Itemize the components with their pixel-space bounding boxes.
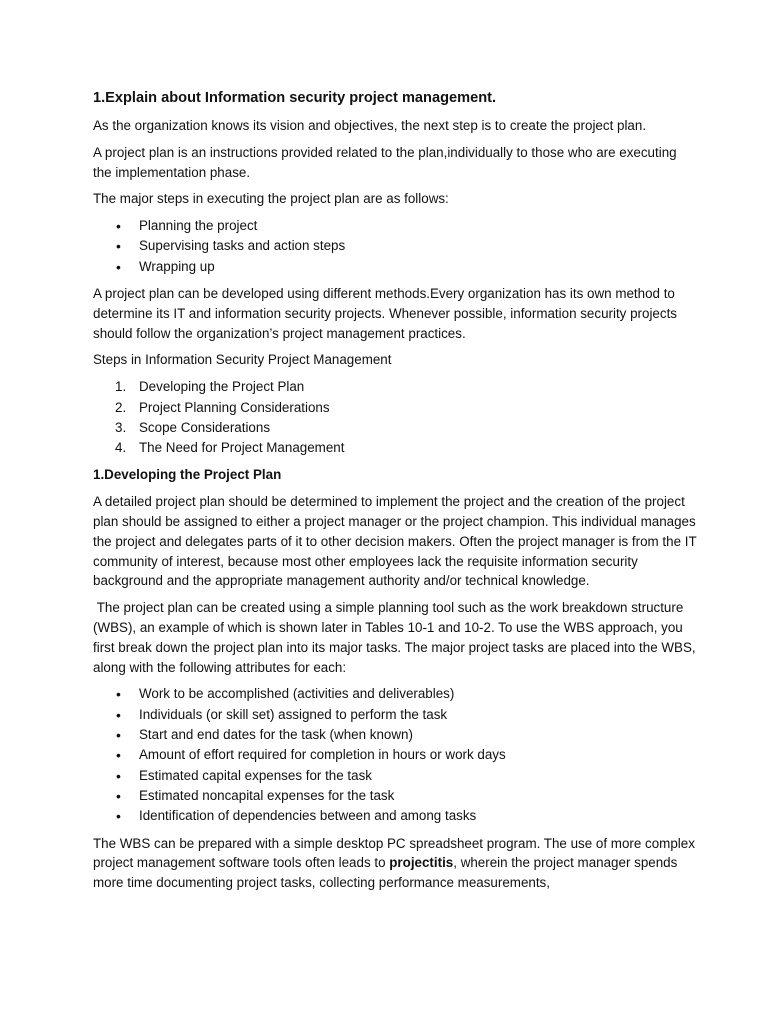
list-item: • Estimated capital expenses for the task — [93, 766, 698, 786]
document-page — [93, 88, 698, 900]
list-item: • Work to be accomplished (activities and deliverables) — [93, 684, 698, 704]
intro-paragraph-3: The major steps in executing the project plan are as follows: — [93, 191, 449, 207]
steps-list — [93, 377, 698, 458]
bullet-icon: • — [116, 238, 121, 255]
bullet-icon: • — [116, 787, 121, 804]
list-item: 3. Scope Considerations — [115, 419, 271, 435]
steps-title: Steps in Information Security Project Management — [93, 352, 392, 368]
list-item: • Start and end dates for the task (when known) — [93, 725, 698, 745]
list-item: • Identification of dependencies between and among tasks — [93, 806, 698, 826]
bullet-icon: • — [116, 258, 121, 275]
list-item: • Wrapping up — [93, 257, 698, 277]
list-item: • Individuals (or skill set) assigned to perform the task — [93, 705, 698, 725]
projectitis-term: projectitis — [389, 855, 454, 871]
list-item: 4. The Need for Project Management — [115, 440, 345, 456]
methods-paragraph: A project plan can be developed using different methods.Every organization has its own method to determine its IT and information security projects. Whenever possible, information security projects should follow the organization’s project management practices. — [93, 286, 677, 341]
page-title: 1.Explain about Information security project management. — [93, 90, 497, 106]
list-item: • Amount of effort required for completion in hours or work days — [93, 745, 698, 765]
major-steps-list — [93, 216, 698, 277]
intro-paragraph-1: As the organization knows its vision and objectives, the next step is to create the project plan. — [93, 118, 647, 133]
wbs-attributes-list — [93, 684, 698, 826]
bullet-icon: • — [116, 727, 121, 744]
final-paragraph: The WBS can be prepared with a simple desktop PC spreadsheet program. The use of more complex project management software tools often leads to projectitis, wherein the project manager spends more time documenting project tasks, collecting performance measurements, — [93, 835, 695, 891]
bullet-icon: • — [116, 767, 121, 784]
section-paragraph-1: A detailed project plan should be determined to implement the project and the creation of the project plan should be assigned to either a project manager or the project champion. This individual manages the project and delegates parts of it to other decision makers. Often the project manager is from the IT community of interest, because most other employees lack the requisite information security background and the appropriate management authority and/or technical knowledge. — [93, 494, 697, 589]
bullet-icon: • — [116, 218, 121, 235]
bullet-icon: • — [116, 686, 121, 703]
bullet-icon: • — [116, 747, 121, 764]
bullet-icon: • — [116, 706, 121, 723]
list-item: 1. Developing the Project Plan — [115, 379, 305, 395]
section-paragraph-2: The project plan can be created using a simple planning tool such as the work breakdown structure (WBS), an example of which is shown later in Tables 10-1 and 10-2. To use the WBS approach, you first break down the project plan into its major tasks. The major project tasks are placed into the WBS, along with the following attributes for each: — [93, 600, 700, 675]
list-item: 2. Project Planning Considerations — [115, 399, 330, 415]
bullet-icon: • — [116, 808, 121, 825]
list-item: • Supervising tasks and action steps — [93, 236, 698, 256]
list-item: • Estimated noncapital expenses for the task — [93, 786, 698, 806]
section-heading: 1.Developing the Project Plan — [93, 467, 282, 483]
list-item: • Planning the project — [93, 216, 698, 236]
intro-paragraph-2: A project plan is an instructions provided related to the plan,individually to those who are executing the implementation phase. — [93, 144, 677, 180]
